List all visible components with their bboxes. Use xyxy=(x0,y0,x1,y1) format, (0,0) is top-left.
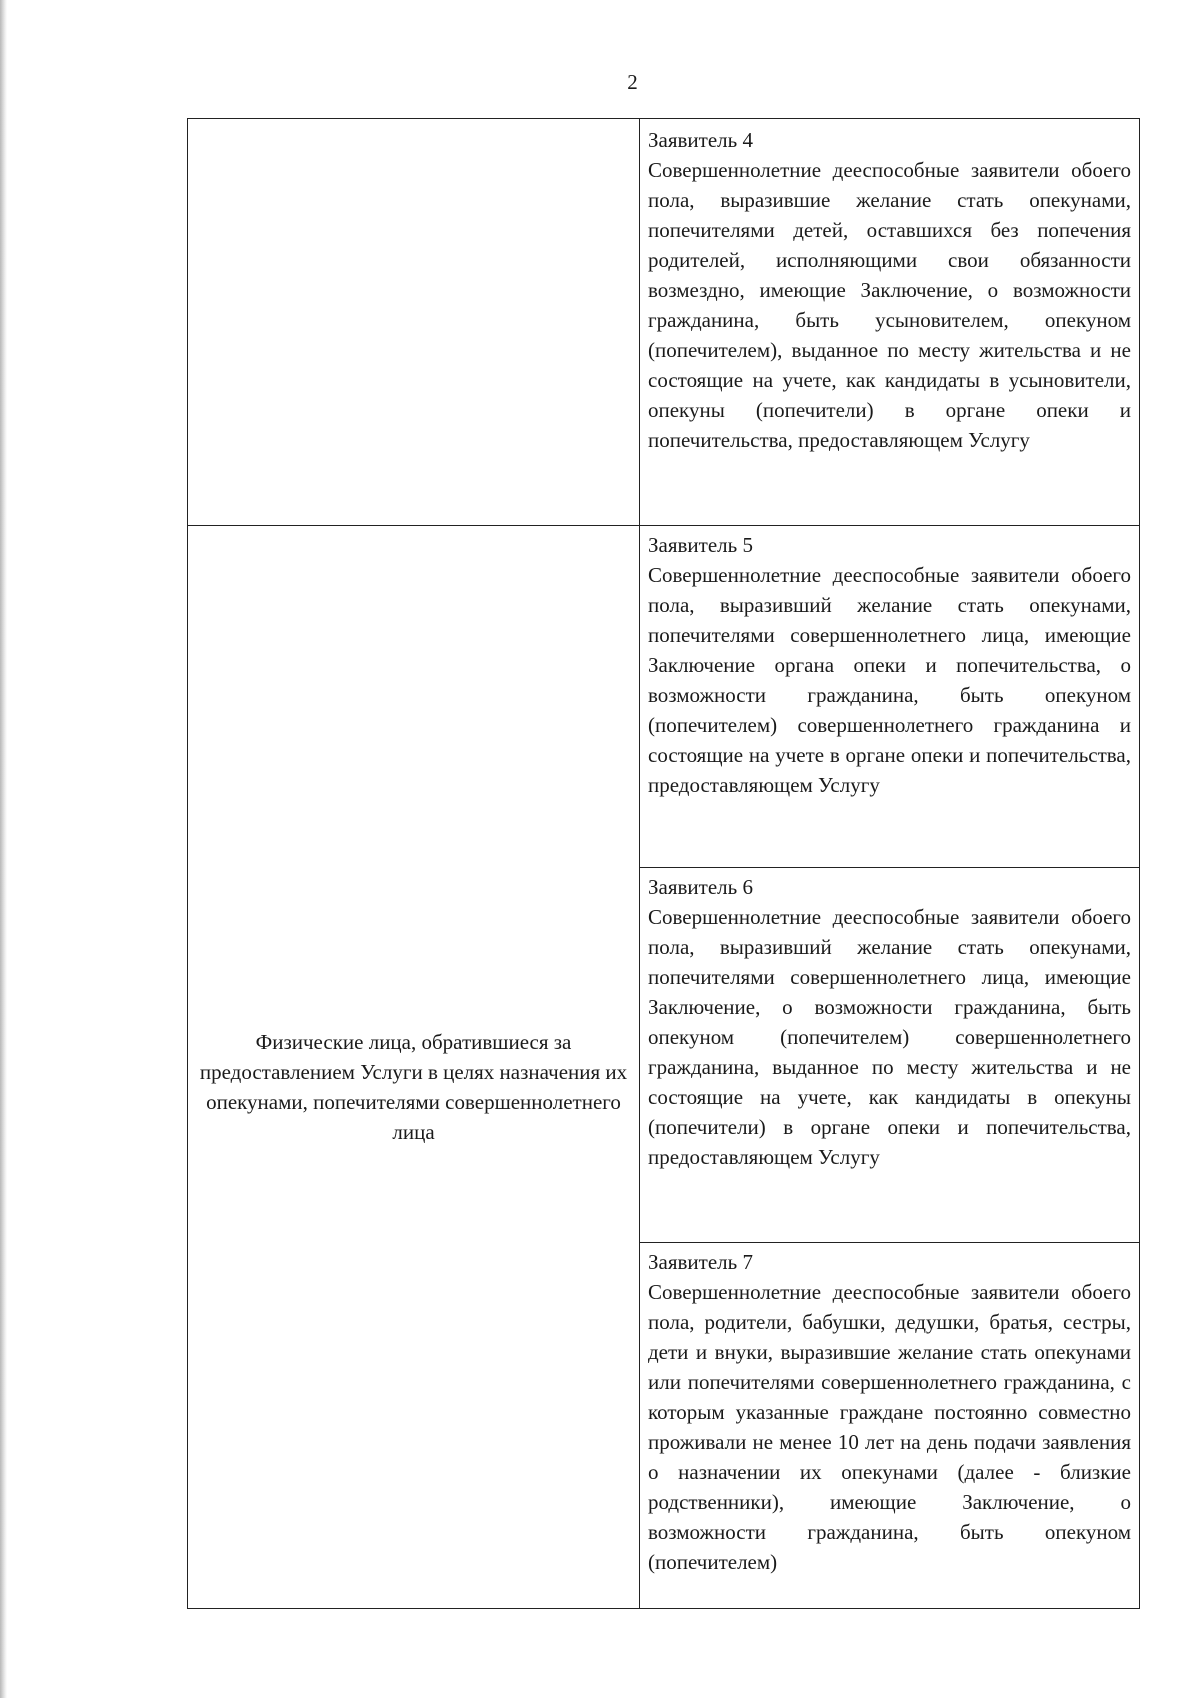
applicant-description: Совершеннолетние дееспособные заявители обоего пола, родители, бабушки, дедушки, братья, сестры, дети и внуки, выразившие желание стать опекунами или попечителями совершеннолетнего гражданина, с которым указанные граждане постоянно совместно проживали не менее 10 лет на день подачи заявления о назначении их опекунами (далее - близкие родственники), имеющие Заключение, о возможности гражданина, быть опекуном (попечителем) xyxy=(648,1280,1131,1574)
page-number: 2 xyxy=(627,70,638,94)
applicant-title: Заявитель 6 xyxy=(648,875,753,899)
group-left-cell xyxy=(188,526,640,1609)
scan-edge xyxy=(0,0,7,1698)
applicant-description: Совершеннолетние дееспособные заявители обоего пола, выразивший желание стать опекунами, попечителями совершеннолетнего лица, имеющие Заключение органа опеки и попечительства, о возможности гражданина, быть опекуном (попечителем) совершеннолетнего гражданина и состоящие на учете в органе опеки и попечительства, предоставляющем Услугу xyxy=(648,563,1131,797)
applicant-cell xyxy=(640,1243,1140,1609)
applicant-title: Заявитель 4 xyxy=(648,128,753,152)
table-row xyxy=(188,119,1140,526)
applicant-title: Заявитель 7 xyxy=(648,1250,753,1274)
empty-left-cell xyxy=(188,119,640,526)
table-row xyxy=(188,526,1140,868)
applicant-title: Заявитель 5 xyxy=(648,533,753,557)
applicant-description: Совершеннолетние дееспособные заявители обоего пола, выразивший желание стать опекунами, попечителями совершеннолетнего лица, имеющие Заключение, о возможности гражданина, быть опекуном (попечителем) совершеннолетнего гражданина, выданное по месту жительства и не состоящие на учете, как кандидаты в опекуны (попечители) в органе опеки и попечительства, предоставляющем Услугу xyxy=(648,905,1131,1169)
applicant-cell xyxy=(640,868,1140,1243)
applicant-cell xyxy=(640,526,1140,868)
applicant-cell xyxy=(640,119,1140,526)
applicants-table xyxy=(187,118,1140,1609)
group-left-label: Физические лица, обратившиеся за предоставлением Услуги в целях назначения их опекунами, попечителями совершеннолетнего лица xyxy=(199,1030,628,1144)
applicant-description: Совершеннолетние дееспособные заявители обоего пола, выразившие желание стать опекунами, попечителями детей, оставшихся без попечения родителей, исполняющими свои обязанности возмездно, имеющие Заключение, о возможности гражданина, быть усыновителем, опекуном (попечителем), выданное по месту жительства и не состоящие на учете, как кандидаты в усыновители, опекуны (попечители) в органе опеки и попечительства, предоставляющем Услугу xyxy=(648,158,1131,452)
